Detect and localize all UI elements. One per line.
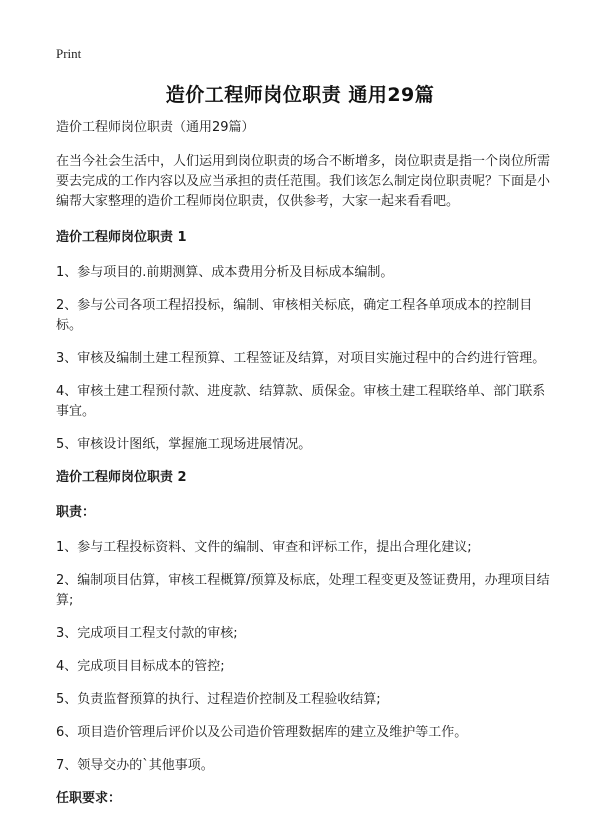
- subtitle: 造价工程师岗位职责（通用29篇）: [56, 120, 255, 135]
- section-2-item: 1、参与工程投标资料、文件的编制、审查和评标工作，提出合理化建议;: [56, 540, 472, 555]
- print-label[interactable]: Print: [56, 46, 82, 61]
- section-2-item: 2、编制项目估算，审核工程概算/预算及标底，处理工程变更及签证费用，办理项目结算;: [56, 573, 550, 608]
- section-2-heading: 造价工程师岗位职责 2: [56, 470, 187, 485]
- intro-paragraph: 在当今社会生活中，人们运用到岗位职责的场合不断增多，岗位职责是指一个岗位所需要去完成的工作内容以及应当承担的责任范围。我们该怎么制定岗位职责呢？下面是小编帮大家整理的造价工程师岗位职责，仅供参考，大家一起来看看吧。: [56, 154, 551, 209]
- duties-label: 职责：: [56, 505, 96, 520]
- section-1-item: 1、参与项目的.前期测算、成本费用分析及目标成本编制。: [56, 265, 394, 280]
- section-2-item: 6、项目造价管理后评价以及公司造价管理数据库的建立及维护等工作。: [56, 725, 468, 740]
- document-body: [56, 118, 552, 824]
- section-2-item: 7、领导交办的`其他事项。: [56, 758, 214, 773]
- page-title: 造价工程师岗位职责 通用29篇: [165, 84, 435, 106]
- section-1-item: 2、参与公司各项工程招投标，编制、审核相关标底，确定工程各单项成本的控制目标。: [56, 298, 533, 333]
- section-2-item: 4、完成项目目标成本的管控;: [56, 659, 225, 674]
- section-1-item: 3、审核及编制土建工程预算、工程签证及结算，对项目实施过程中的合约进行管理。: [56, 351, 546, 366]
- requirements-label: 任职要求：: [56, 791, 122, 806]
- section-2-item: 3、完成项目工程支付款的审核;: [56, 626, 238, 641]
- section-1-heading: 造价工程师岗位职责 1: [56, 230, 187, 245]
- section-1-item: 5、审核设计图纸，掌握施工现场进展情况。: [56, 437, 312, 452]
- section-1-item: 4、审核土建工程预付款、进度款、结算款、质保金。审核土建工程联络单、部门联系事宜。: [56, 384, 546, 419]
- section-2-item: 5、负责监督预算的执行、过程造价控制及工程验收结算;: [56, 692, 381, 707]
